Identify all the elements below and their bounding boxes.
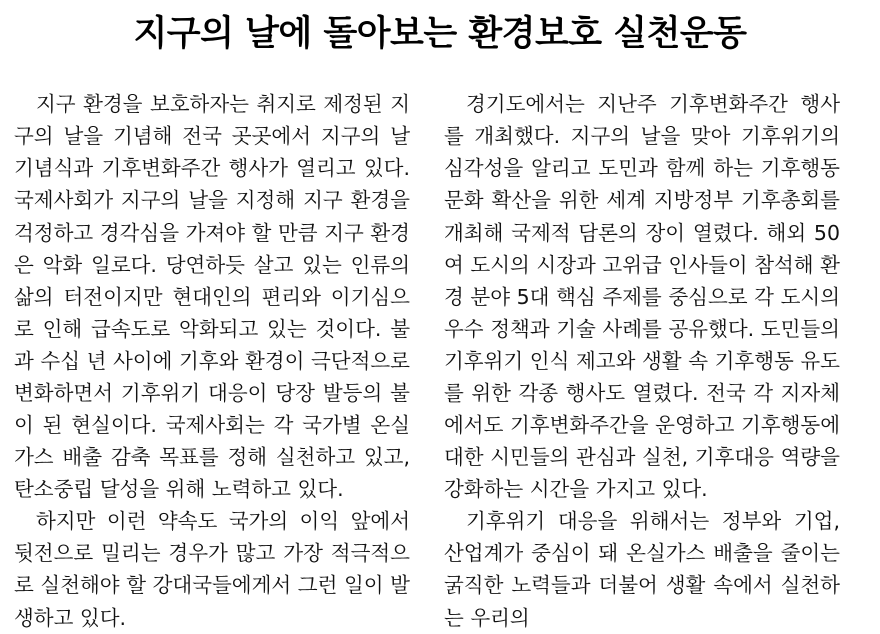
paragraph: 지구 환경을 보호하자는 취지로 제정된 지구의 날을 기념해 전국 곳곳에서 지구의 날 기념식과 기후변화주간 행사가 열리고 있다. 국제사회가 지구의 날을 지정해 지구 환경을 걱정하고 경각심을 가져야 할 만큼 지구 환경은 악화 일로다. 당연하듯 살고 있는 인류의 삶의 터전이지만 현대인의 편리와 이기심으로 인해 급속도로 악화되고 있는 것이다. 불과 수십 년 사이에 기후와 환경이 극단적으로 변화하면서 기후위기 대응이 당장 발등의 불이 된 현실이다. 국제사회는 각 국가별 온실가스 배출 감축 목표를 정해 실천하고 있고, 탄소중립 달성을 위해 노력하고 있다. [14, 92, 410, 502]
paragraph: 경기도에서는 지난주 기후변화주간 행사를 개최했다. 지구의 날을 맞아 기후위기의 심각성을 알리고 도민과 함께 하는 기후행동 문화 확산을 위한 세계 지방정부 기후총회를 개최해 국제적 담론의 장이 열렸다. 해외 50여 도시의 시장과 고위급 인사들이 참석해 환경 분야 5대 핵심 주제를 중심으로 각 도시의 우수 정책과 기술 사례를 공유했다. 도민들의 기후위기 인식 제고와 생활 속 기후행동 유도를 위한 각종 행사도 열렸다. 전국 각 지자체에서도 기후변화주간을 운영하고 기후행동에 대한 시민들의 관심과 실천, 기후대응 역량을 강화하는 시간을 가지고 있다. [444, 92, 840, 502]
article-columns [14, 88, 866, 633]
paragraph: 하지만 이런 약속도 국가의 이익 앞에서 뒷전으로 밀리는 경우가 많고 가장 적극적으로 실천해야 할 강대국들에게서 그런 일이 발생하고 있다. [14, 509, 410, 630]
right-column [444, 88, 840, 633]
paragraph: 기후위기 대응을 위해서는 정부와 기업, 산업계가 중심이 돼 온실가스 배출을 줄이는 굵직한 노력들과 더불어 생활 속에서 실천하는 우리의 [444, 509, 840, 630]
left-column [14, 88, 410, 633]
page-title: 지구의 날에 돌아보는 환경보호 실천운동 [133, 14, 747, 54]
article-page [0, 6, 880, 630]
